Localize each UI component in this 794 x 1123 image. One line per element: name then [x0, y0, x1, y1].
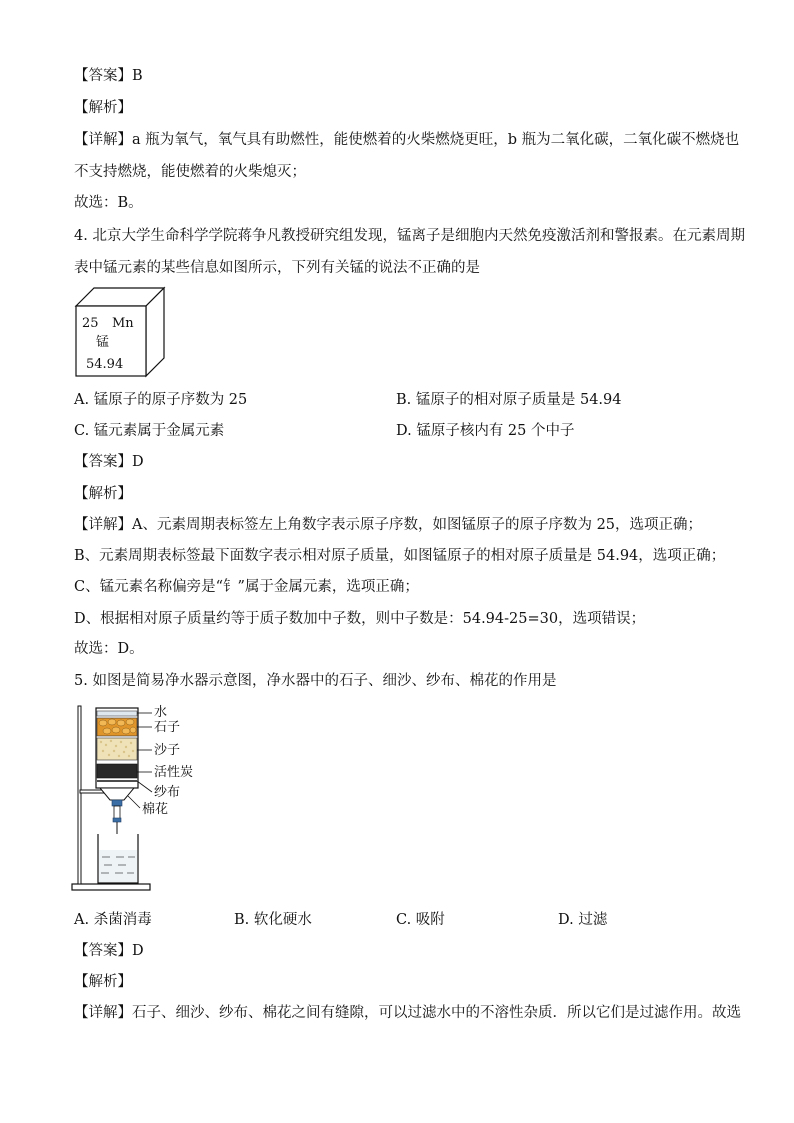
- detail-line: 【详解】a 瓶为氧气，氧气具有助燃性，能使燃着的火柴燃烧更旺，b 瓶为二氧化碳，二氧化碳不燃烧也: [74, 132, 740, 148]
- q4-option-b: B. 锰原子的相对原子质量是 54.94: [396, 392, 622, 408]
- detail-line-cont: 不支持燃烧，能使燃着的火柴熄灭；: [74, 164, 306, 180]
- analysis-heading: 【解析】: [74, 100, 132, 116]
- filter-label-gauze: 纱布: [154, 785, 181, 800]
- element-symbol: Mn: [112, 316, 134, 331]
- element-number: 25: [82, 316, 99, 331]
- filter-label-stone: 石子: [154, 720, 181, 735]
- element-card-figure: [72, 286, 172, 382]
- water-filter-diagram: [70, 700, 210, 895]
- question-4-stem: 4. 北京大学生命科学学院蒋争凡教授研究组发现，锰离子是细胞内天然免疫激活剂和警报素。在元素周期: [74, 228, 745, 244]
- q4-answer: 【答案】D: [74, 454, 144, 470]
- question-4-stem-cont: 表中锰元素的某些信息如图所示，下列有关锰的说法不正确的是: [74, 260, 480, 276]
- q4-detail-d: D、根据相对原子质量约等于质子数加中子数，则中子数是：54.94-25=30，选项错误；: [74, 611, 646, 627]
- water-filter-figure: [70, 700, 210, 899]
- element-name: 锰: [96, 335, 110, 350]
- q5-option-a: A. 杀菌消毒: [74, 912, 152, 928]
- q4-detail-a: 【详解】A、元素周期表标签左上角数字表示原子序数，如图锰原子的原子序数为 25，选项正确；: [74, 517, 703, 533]
- q4-option-d: D. 锰原子核内有 25 个中子: [396, 423, 575, 439]
- q5-option-b: B. 软化硬水: [234, 912, 312, 928]
- q5-detail: 【详解】石子、细沙、纱布、棉花之间有缝隙，可以过滤水中的不溶性杂质．所以它们是过滤作用。故选: [74, 1005, 741, 1021]
- q5-option-d: D. 过滤: [558, 912, 608, 928]
- choice-line: 故选：B。: [74, 195, 143, 211]
- question-5-stem: 5. 如图是简易净水器示意图，净水器中的石子、细沙、纱布、棉花的作用是: [74, 673, 557, 689]
- q5-option-c: C. 吸附: [396, 912, 445, 928]
- filter-label-water: 水: [154, 705, 168, 720]
- q4-option-a: A. 锰原子的原子序数为 25: [74, 392, 248, 408]
- q5-analysis-heading: 【解析】: [74, 974, 132, 990]
- filter-label-cotton: 棉花: [142, 802, 169, 817]
- q4-detail-c: C、锰元素名称偏旁是“钅”属于金属元素，选项正确；: [74, 579, 419, 595]
- q4-detail-b: B、元素周期表标签最下面数字表示相对原子质量，如图锰原子的相对原子质量是 54.94，选项正确；: [74, 548, 726, 564]
- element-mass: 54.94: [86, 357, 124, 372]
- q4-choice: 故选：D。: [74, 641, 144, 657]
- answer-line: 【答案】B: [74, 68, 143, 84]
- q4-option-c: C. 锰元素属于金属元素: [74, 423, 225, 439]
- filter-label-sand: 沙子: [154, 743, 181, 758]
- q4-analysis-heading: 【解析】: [74, 486, 132, 502]
- q5-answer: 【答案】D: [74, 943, 144, 959]
- filter-label-carbon: 活性炭: [154, 765, 194, 780]
